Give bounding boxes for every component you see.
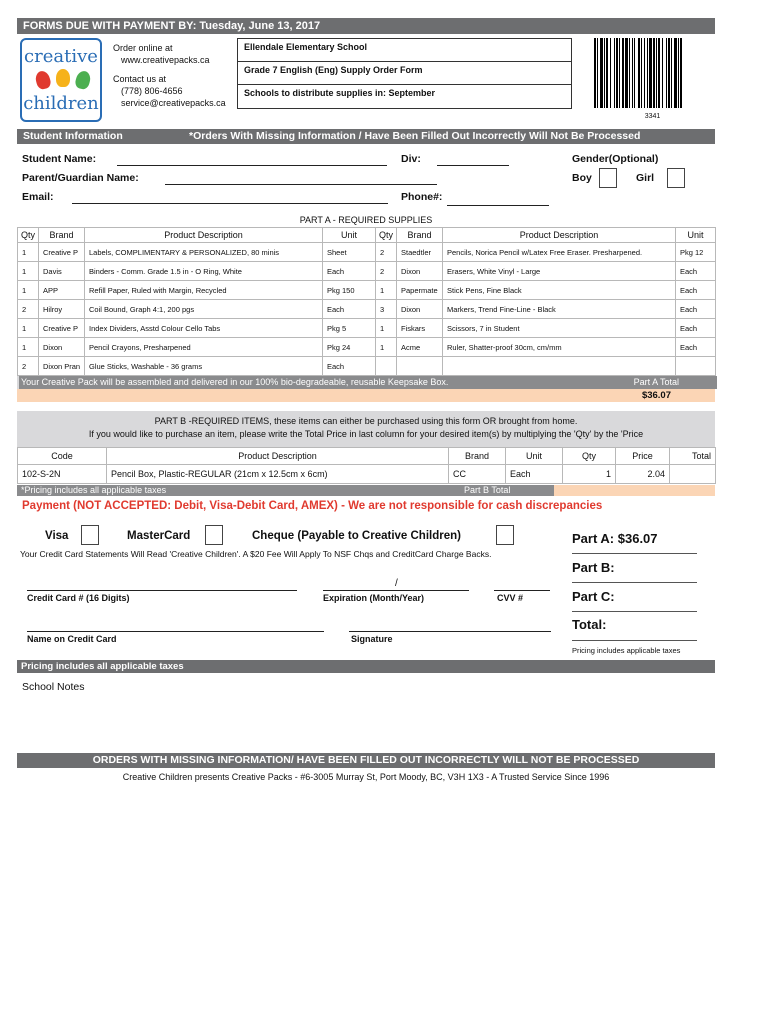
part-a-row <box>18 262 716 281</box>
part-b-header <box>17 411 715 447</box>
boy-checkbox[interactable] <box>599 168 617 188</box>
barcode-bar <box>662 38 663 108</box>
div-label: Div: <box>401 153 421 165</box>
part-a-cell: Each <box>323 262 376 281</box>
part-a-cell: 2 <box>18 300 39 319</box>
student-name-label: Student Name: <box>22 153 97 165</box>
girl-checkbox[interactable] <box>667 168 685 188</box>
part-a-cell: Coil Bound, Graph 4:1, 200 pgs <box>85 300 323 319</box>
barcode-bar <box>644 38 645 108</box>
part-b-header-cell: Brand <box>449 448 506 465</box>
part-a-cell: Dixon <box>397 300 443 319</box>
school-info-box <box>237 38 572 109</box>
part-a-row <box>18 243 716 262</box>
name-on-card-label: Name on Credit Card <box>27 634 117 644</box>
distribution-note: Schools to distribute supplies in: September <box>244 88 436 98</box>
part-a-cell: 1 <box>18 319 39 338</box>
part-a-cell: 1 <box>18 243 39 262</box>
student-info-bar <box>17 129 715 144</box>
form-title: Grade 7 English (Eng) Supply Order Form <box>238 62 571 85</box>
part-a-cell: Papermate <box>397 281 443 300</box>
total-summary[interactable]: Total: <box>572 612 697 641</box>
part-a-cell: 1 <box>376 281 397 300</box>
barcode-bar <box>634 38 635 108</box>
barcode-bar <box>604 38 605 108</box>
school-notes: School Notes <box>22 681 85 693</box>
barcode-bar <box>597 38 598 108</box>
part-a-header-cell: Unit <box>323 228 376 243</box>
contact-phone: (778) 806-4656 <box>121 86 183 96</box>
visa-label: Visa <box>45 530 69 542</box>
footer-warning: ORDERS WITH MISSING INFORMATION/ HAVE BEEN FILLED OUT INCORRECTLY WILL NOT BE PROCESSED <box>17 753 715 768</box>
part-a-header-cell: Product Description <box>85 228 323 243</box>
part-b-cell: Each <box>506 465 563 484</box>
part-b-title: PART B -REQUIRED ITEMS, these items can either be purchased using this form OR brought from home. <box>154 416 578 426</box>
part-a-summary: Part A: $36.07 <box>572 525 697 554</box>
order-online-label: Order online at <box>113 43 173 53</box>
expiration-field[interactable] <box>323 590 469 591</box>
part-a-cell: 1 <box>376 338 397 357</box>
part-a-cell: Each <box>676 281 716 300</box>
part-a-row <box>18 281 716 300</box>
part-a-header-cell: Qty <box>18 228 39 243</box>
part-b-total-input[interactable] <box>670 465 716 484</box>
barcode-graphic <box>590 38 715 110</box>
barcode <box>590 38 715 118</box>
barcode-bar <box>614 38 615 108</box>
part-a-header-cell: Qty <box>376 228 397 243</box>
part-a-header-cell: Brand <box>39 228 85 243</box>
div-field[interactable] <box>437 165 509 166</box>
part-a-cell: Pkg 24 <box>323 338 376 357</box>
barcode-bar <box>629 38 630 108</box>
part-a-cell <box>443 357 676 376</box>
signature-field[interactable] <box>349 631 551 632</box>
part-a-cell: Each <box>676 300 716 319</box>
part-a-cell: 2 <box>18 357 39 376</box>
barcode-bar <box>668 38 670 108</box>
part-a-cell: Dixon <box>39 338 85 357</box>
email-field[interactable] <box>72 203 388 204</box>
part-a-cell: Ruler, Shatter-proof 30cm, cm/mm <box>443 338 676 357</box>
part-a-cell: Each <box>323 357 376 376</box>
footer-company: Creative Children presents Creative Packs - #6-3005 Murray St, Port Moody, BC, V3H 1X3 - A Trusted Service Since 1996 <box>122 772 610 782</box>
barcode-bar <box>594 38 596 108</box>
part-a-cell: Acme <box>397 338 443 357</box>
part-a-total-label: Part A Total <box>633 377 679 387</box>
part-a-row <box>18 319 716 338</box>
part-a-section <box>17 213 715 402</box>
name-on-card-field[interactable] <box>27 631 324 632</box>
part-a-cell: Fiskars <box>397 319 443 338</box>
part-a-total-value: $36.07 <box>641 390 671 401</box>
barcode-bar <box>641 38 642 108</box>
payment-not-accepted: Payment (NOT ACCEPTED: Debit, Visa-Debit Card, AMEX) - We are not responsible for cash discrepancies <box>22 500 603 512</box>
part-b-cell: 102-S-2N <box>18 465 107 484</box>
pricing-note: *Pricing includes all applicable taxes <box>21 485 167 495</box>
part-b-row <box>18 465 716 484</box>
processing-warning: *Orders With Missing Information / Have Been Filled Out Incorrectly Will Not Be Processed <box>189 130 641 142</box>
part-a-cell: Scissors, 7 in Student <box>443 319 676 338</box>
barcode-bar <box>653 38 655 108</box>
part-a-cell: Creative P <box>39 319 85 338</box>
girl-label: Girl <box>636 172 655 184</box>
part-a-cell: 1 <box>376 319 397 338</box>
part-a-cell: Pencil Crayons, Presharpened <box>85 338 323 357</box>
part-b-subtitle: If you would like to purchase an item, please write the Total Price in last column for your desired item(s) by multiplying the 'Qty' by the 'Price <box>88 429 644 439</box>
order-online-link[interactable]: www.creativepacks.ca <box>121 55 210 65</box>
part-a-cell: Binders - Comm. Grade 1.5 in - O Ring, White <box>85 262 323 281</box>
handprints-icon <box>22 67 100 93</box>
expiration-label: Expiration (Month/Year) <box>323 593 425 603</box>
signature-label: Signature <box>351 634 393 644</box>
keepsake-note: Your Creative Pack will be assembled and delivered in our 100% bio-degradeable, reusable Keepsake Box. <box>19 376 717 389</box>
creative-children-logo: creative children <box>20 38 102 122</box>
part-c-summary[interactable]: Part C: <box>572 583 697 612</box>
school-name: Ellendale Elementary School <box>238 39 571 62</box>
phone-label: Phone#: <box>401 191 443 203</box>
student-info-label: Student Information <box>23 130 123 142</box>
part-a-cell: Each <box>676 338 716 357</box>
summary-note: Pricing includes applicable taxes <box>572 646 681 655</box>
credit-card-field[interactable] <box>27 590 297 591</box>
contact-label: Contact us at <box>113 74 167 84</box>
part-b-cell: Pencil Box, Plastic-REGULAR (21cm x 12.5cm x 6cm) <box>107 465 449 484</box>
cheque-label: Cheque (Payable to Creative Children) <box>252 530 461 542</box>
barcode-bar <box>622 38 624 108</box>
statement-note: Your Credit Card Statements Will Read 'Creative Children'. A $20 Fee Will Apply To NSF Chqs and CreditCard Charge Backs. <box>20 549 492 559</box>
part-a-cell: Pencils, Norica Pencil w/Latex Free Eraser. Presharpened. <box>443 243 676 262</box>
part-a-cell <box>676 357 716 376</box>
barcode-bar <box>647 38 648 108</box>
part-a-cell: Staedtler <box>397 243 443 262</box>
part-a-cell: Erasers, White Vinyl - Large <box>443 262 676 281</box>
part-a-cell <box>397 357 443 376</box>
barcode-bar <box>606 38 608 108</box>
part-a-table <box>17 227 716 376</box>
part-a-cell: Dixon Pran <box>39 357 85 376</box>
part-a-row <box>18 357 716 376</box>
barcode-bar <box>649 38 652 108</box>
barcode-bar <box>616 38 618 108</box>
cvv-field[interactable] <box>494 590 550 591</box>
expiration-slash: / <box>395 578 398 589</box>
phone-field[interactable] <box>447 205 549 206</box>
barcode-bar <box>656 38 657 108</box>
part-b-header-cell: Unit <box>506 448 563 465</box>
part-a-cell: Labels, COMPLIMENTARY & PERSONALIZED, 80 minis <box>85 243 323 262</box>
part-b-header-cell: Product Description <box>107 448 449 465</box>
barcode-bar <box>625 38 628 108</box>
part-b-footer <box>17 485 715 496</box>
part-b-header-cell: Code <box>18 448 107 465</box>
visa-checkbox[interactable] <box>81 525 99 545</box>
barcode-bar <box>600 38 603 108</box>
part-b-total-cell[interactable] <box>554 485 715 496</box>
part-b-header-cell: Total <box>670 448 716 465</box>
barcode-bar <box>674 38 677 108</box>
part-a-cell: Pkg 12 <box>676 243 716 262</box>
part-a-cell: 2 <box>376 243 397 262</box>
barcode-bar <box>680 38 682 108</box>
part-a-cell: 1 <box>18 262 39 281</box>
part-b-header-cell: Price <box>616 448 670 465</box>
part-a-total-row <box>17 389 715 402</box>
part-b-total-label: Part B Total <box>464 485 511 495</box>
part-a-cell: Index Dividers, Asstd Colour Cello Tabs <box>85 319 323 338</box>
gender-label: Gender(Optional) <box>572 153 659 165</box>
cheque-checkbox[interactable] <box>496 525 514 545</box>
part-a-cell: Pkg 150 <box>323 281 376 300</box>
part-a-cell: Each <box>676 262 716 281</box>
part-b-cell: CC <box>449 465 506 484</box>
part-a-cell: Each <box>676 319 716 338</box>
barcode-bar <box>678 38 679 108</box>
part-b-cell: 1 <box>563 465 616 484</box>
part-a-cell: Glue Sticks, Washable - 36 grams <box>85 357 323 376</box>
parent-name-label: Parent/Guardian Name: <box>22 172 139 184</box>
part-a-title: PART A - REQUIRED SUPPLIES <box>299 215 433 225</box>
part-a-cell: APP <box>39 281 85 300</box>
taxes-bar: Pricing includes all applicable taxes <box>17 660 715 673</box>
parent-name-field[interactable] <box>165 184 437 185</box>
barcode-bar <box>610 38 611 108</box>
mastercard-checkbox[interactable] <box>205 525 223 545</box>
due-date-banner: FORMS DUE WITH PAYMENT BY: Tuesday, June 13, 2017 <box>17 18 715 34</box>
barcode-bar <box>666 38 667 108</box>
part-a-cell: Dixon <box>397 262 443 281</box>
part-a-cell: Davis <box>39 262 85 281</box>
part-a-header-cell: Brand <box>397 228 443 243</box>
part-b-summary[interactable]: Part B: <box>572 554 697 583</box>
barcode-bar <box>658 38 660 108</box>
part-a-cell <box>376 357 397 376</box>
part-a-row <box>18 338 716 357</box>
barcode-bar <box>619 38 620 108</box>
part-b-cell: 2.04 <box>616 465 670 484</box>
part-b-table <box>17 447 716 484</box>
barcode-bar <box>638 38 640 108</box>
part-a-cell: 2 <box>376 262 397 281</box>
part-a-cell: Markers, Trend Fine-Line - Black <box>443 300 676 319</box>
part-a-cell: Stick Pens, Fine Black <box>443 281 676 300</box>
student-name-field[interactable] <box>117 165 387 166</box>
part-b-header-cell: Qty <box>563 448 616 465</box>
totals-summary <box>572 525 697 655</box>
email-label: Email: <box>22 191 54 203</box>
keepsake-bar <box>17 376 715 389</box>
part-a-cell: 1 <box>18 338 39 357</box>
part-a-row <box>18 300 716 319</box>
part-a-cell: Refill Paper, Ruled with Margin, Recycled <box>85 281 323 300</box>
part-a-cell: Each <box>323 300 376 319</box>
part-a-cell: Hilroy <box>39 300 85 319</box>
barcode-bar <box>632 38 633 108</box>
part-a-header-cell: Unit <box>676 228 716 243</box>
contact-email[interactable]: service@creativepacks.ca <box>121 98 226 108</box>
part-a-cell: Pkg 5 <box>323 319 376 338</box>
part-a-cell: 1 <box>18 281 39 300</box>
credit-card-label: Credit Card # (16 Digits) <box>27 593 130 603</box>
cvv-label: CVV # <box>497 593 524 603</box>
part-a-cell: 3 <box>376 300 397 319</box>
part-a-cell: Sheet <box>323 243 376 262</box>
part-a-cell: Creative P <box>39 243 85 262</box>
barcode-number: 3341 <box>644 113 661 120</box>
part-a-header-cell: Product Description <box>443 228 676 243</box>
boy-label: Boy <box>572 172 592 184</box>
mastercard-label: MasterCard <box>127 530 191 542</box>
barcode-bar <box>671 38 672 108</box>
